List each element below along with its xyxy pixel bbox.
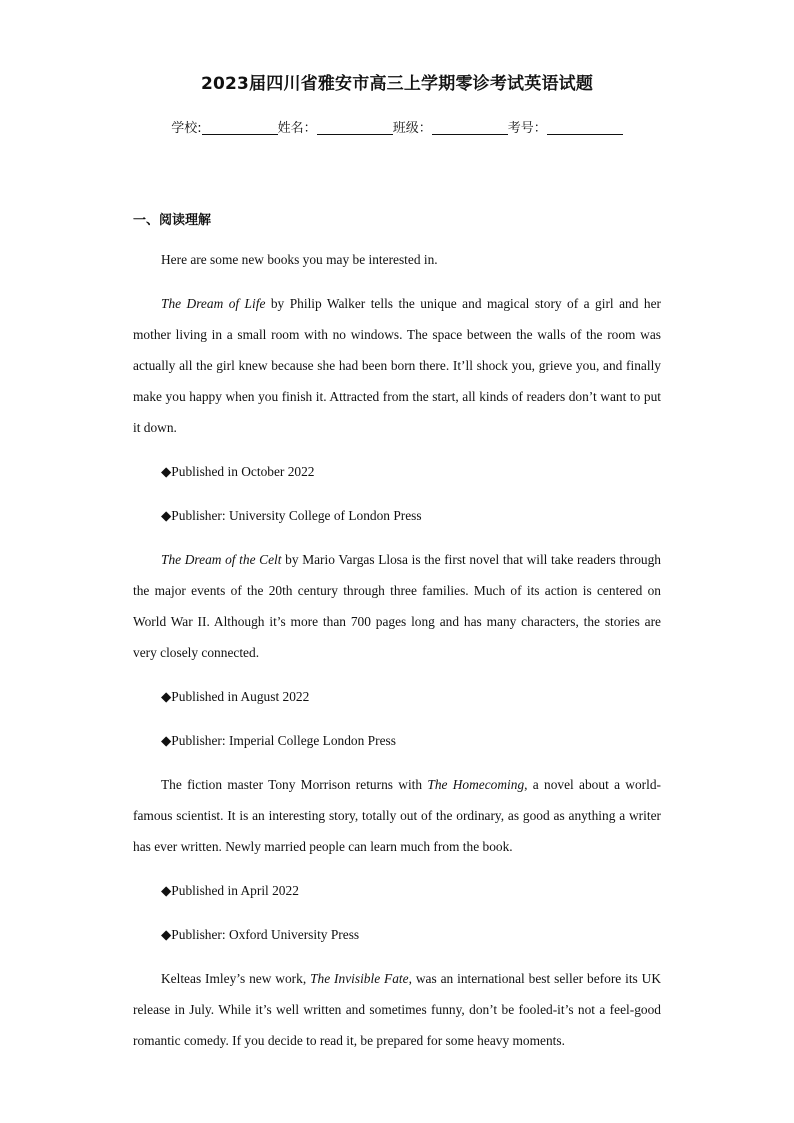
book3-text-before: The fiction master Tony Morrison returns with (161, 777, 428, 792)
book2-title: The Dream of the Celt (161, 552, 282, 567)
class-label: 班级： (392, 121, 432, 136)
book4-paragraph (133, 963, 661, 1056)
exam-number-blank (547, 120, 623, 135)
student-info-line (0, 117, 794, 136)
book4-text-before: Kelteas Imley’s new work, (161, 971, 311, 986)
book3-text-after: , a novel about a world-famous scientist. It is an interesting story, totally out of the ordinary, as good as anything a writer has ever written. Newly married people can learn much from the book. (133, 777, 662, 854)
book1-title: The Dream of Life (161, 296, 266, 311)
book3-paragraph (133, 769, 661, 862)
book3-publisher: ◆Publisher: Oxford University Press (161, 927, 360, 942)
school-label: 学校: (171, 121, 202, 136)
exam-number-label: 考号： (507, 121, 547, 136)
book2-published: ◆Published in August 2022 (161, 689, 310, 704)
book1-text: by Philip Walker tells the unique and magical story of a girl and her mother living in a small room with no windows. The space between the walls of the room was actually all the girl knew because she had been born there. It’ll shock you, grieve you, and finally make you happy when you finish it. Attracted from the start, all kinds of readers don’t want to put it down. (133, 296, 661, 435)
reading-passage (133, 244, 661, 1069)
school-blank (202, 120, 278, 135)
name-label: 姓名： (277, 121, 317, 136)
book3-title: The Homecoming (427, 777, 525, 792)
book1-published: ◆Published in October 2022 (161, 464, 315, 479)
book1-publisher: ◆Publisher: University College of London Press (161, 508, 422, 523)
class-blank (432, 120, 508, 135)
book4-text-after: , was an international best seller before its UK release in July. While it’s well written and sometimes funny, don’t be fooled-it’s not a feel-good romantic comedy. If you decide to read it, be prepared for some heavy moments. (133, 971, 661, 1048)
page-title: 2023届四川省雅安市高三上学期零诊考试英语试题 (200, 74, 594, 94)
book2-paragraph (133, 544, 661, 668)
book1-paragraph (133, 288, 661, 443)
book2-text: by Mario Vargas Llosa is the first novel that will take readers through the major events of the 20th century through three families. Much of its action is centered on World War II. Although it’s more than 700 pages long and has many characters, the stories are very closely connected. (133, 552, 661, 660)
book3-published: ◆Published in April 2022 (161, 883, 299, 898)
book2-publisher: ◆Publisher: Imperial College London Press (161, 733, 396, 748)
name-blank (317, 120, 393, 135)
passage-intro: Here are some new books you may be interested in. (161, 252, 438, 267)
book4-title: The Invisible Fate (310, 971, 409, 986)
section-heading: 一、阅读理解 (133, 213, 212, 228)
